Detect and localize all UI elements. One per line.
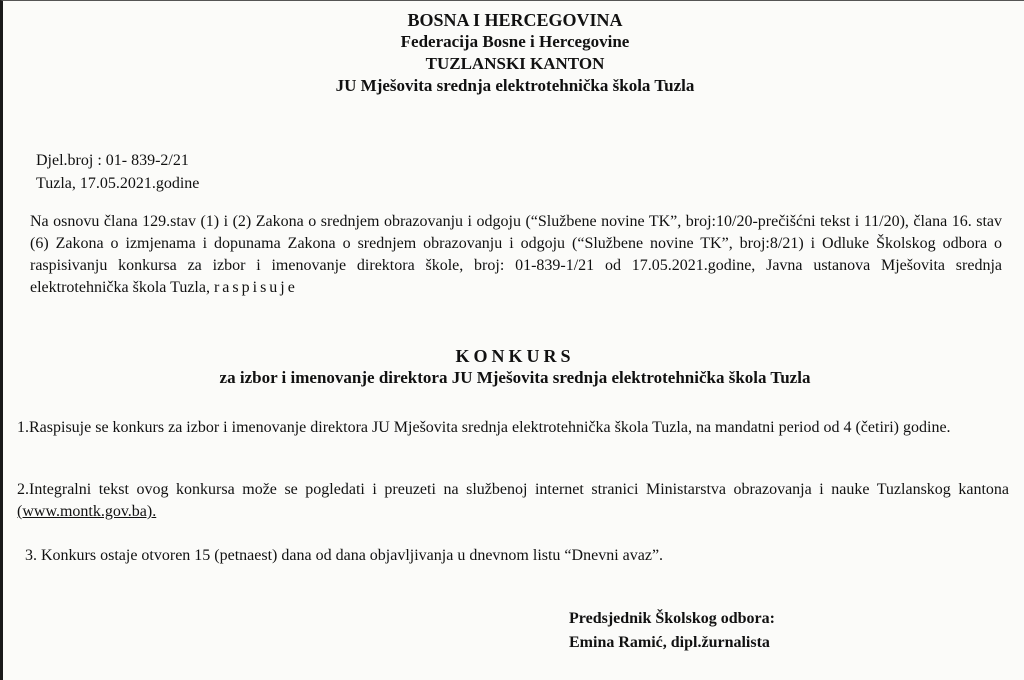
list-item: 3. Konkurs ostaje otvoren 15 (petnaest) dana od dana objavljivanja u dnevnom listu “Dnevni avaz”. [25,547,664,564]
signatory-role: Predsjednik Školskog odbora: [569,610,775,627]
canton-name: TUZLANSKI KANTON [425,54,605,73]
intro-paragraph [30,211,1002,299]
country-name: BOSNA I HERCEGOVINA [407,10,623,30]
title-main: KONKURS [455,346,575,366]
item2-text: 2.Integralni tekst ovog konkursa može se pogledati i preuzeti na službenoj internet stranici Ministarstva obrazovanja i nauke Tuzlanskog kantona [17,481,1009,498]
signature-block [569,607,775,655]
ministry-website-link[interactable]: (www.montk.gov.ba). [17,503,157,520]
place-date: Tuzla, 17.05.2021.godine [36,175,200,192]
reference-number: Djel.broj : 01- 839-2/21 [36,152,189,169]
intro-verb: raspisuje [213,279,298,296]
intro-text: Na osnovu člana 129.stav (1) i (2) Zakona o srednjem obrazovanju i odgoju (“Službene novine TK”, broj:10/20-prečišćni tekst i 11/20), člana 16. stav (6) Zakona o izmjenama i dopunama Zakona o srednjem obrazovanju i odgoju (“Službene novine TK”, broj:8/21) i Odluke Školskog odbora o raspisivanju konkursa za izbor i imenovanje direktora škole, broj: 01-839-1/21 od 17.05.2021.godine, Javna ustanova Mješovita srednja elektrotehnička škola Tuzla, [30,213,1002,296]
list-item: 1.Raspisuje se konkurs za izbor i imenovanje direktora JU Mješovita srednja elektrotehnička škola Tuzla, na mandatni period od 4 (četiri) godine. [17,419,951,436]
signatory-name: Emina Ramić, dipl.žurnalista [569,634,770,651]
list-item [17,479,1009,523]
letterhead [3,9,1024,97]
school-name: JU Mješovita srednja elektrotehnička škola Tuzla [335,76,695,95]
title-subtitle: za izbor i imenovanje direktora JU Mješovita srednja elektrotehnička škola Tuzla [219,368,811,387]
reference-block [36,149,199,195]
document-title [3,345,1024,389]
federation-name: Federacija Bosne i Hercegovine [400,32,630,51]
